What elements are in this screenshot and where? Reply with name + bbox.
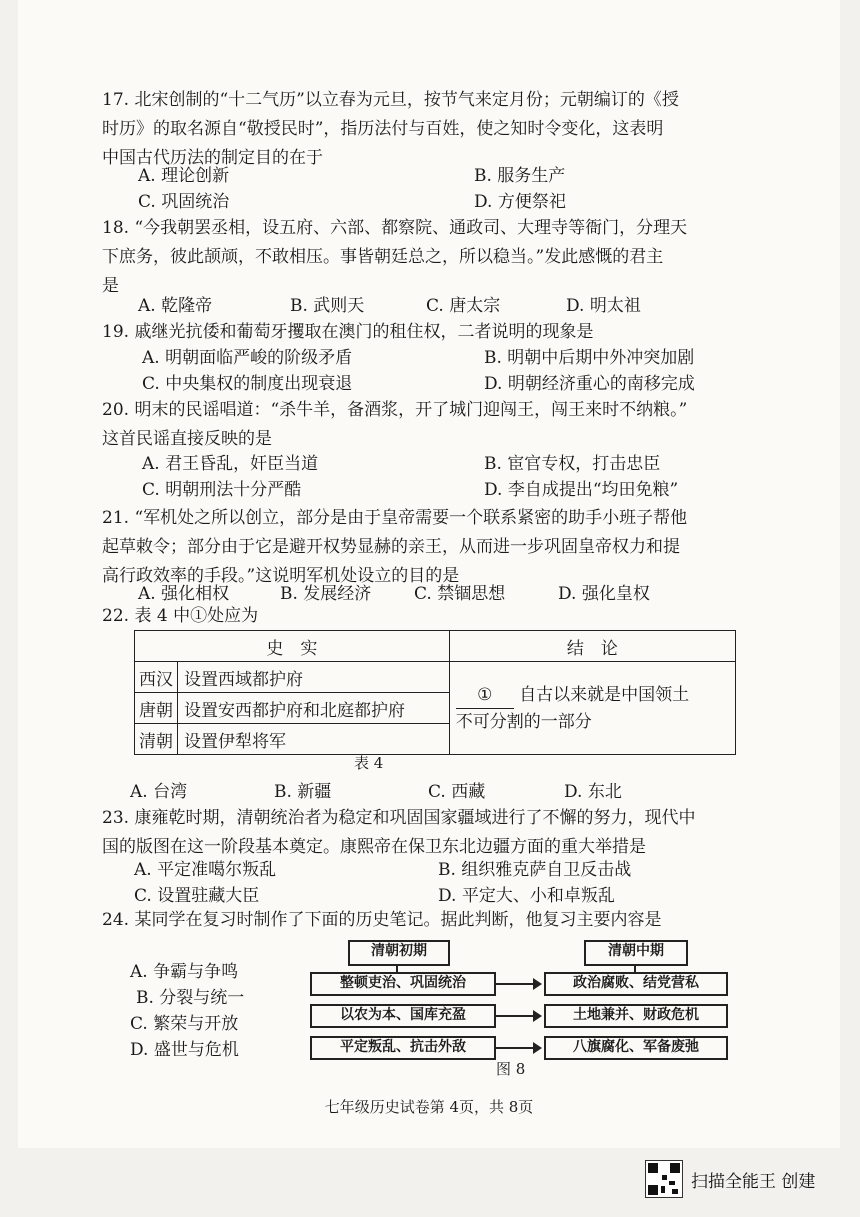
- q24-option-a: A. 争霸与争鸣: [130, 962, 239, 982]
- table-conclusion: [449, 662, 735, 755]
- left-item-box: 整顿吏治、巩固统治: [310, 972, 496, 996]
- q20-option-b: B. 宦官专权，打击忠臣: [484, 454, 661, 474]
- q22-line-1: 22. 表 4 中①处应为: [102, 606, 259, 626]
- q23-line-1: 23. 康雍乾时期，清朝统治者为稳定和巩固国家疆域进行了不懈的努力，现代中: [102, 808, 696, 828]
- q22-option-c: C. 西藏: [428, 782, 486, 802]
- table-caption: 表 4: [354, 754, 384, 772]
- right-item-box: 八旗腐化、军备废弛: [544, 1036, 728, 1060]
- question-17: [102, 86, 792, 173]
- table-header-conclusion: 结 论: [449, 631, 735, 662]
- q21-line-1: 21. “军机处之所以创立，部分是由于皇帝需要一个联系紧密的助手小班子帮他: [102, 508, 688, 528]
- right-item-box: 土地兼并、财政危机: [544, 1004, 728, 1028]
- left-item-box: 平定叛乱、抗击外敌: [310, 1036, 496, 1060]
- q17-option-a: A. 理论创新: [138, 166, 230, 186]
- q17-option-b: B. 服务生产: [474, 166, 566, 186]
- q24-option-d: D. 盛世与危机: [130, 1040, 239, 1060]
- q17-line-1: 17. 北宋创制的“十二气历”以立春为元旦，按节气来定月份；元朝编订的《授: [102, 90, 679, 110]
- q20-line-1: 20. 明末的民谣唱道：“杀牛羊，备酒浆，开了城门迎闯王，闯王来时不纳粮。”: [102, 400, 688, 420]
- left-title-box: 清朝初期: [348, 940, 450, 966]
- q19-line-1: 19. 戚继光抗倭和葡萄牙攫取在澳门的租住权，二者说明的现象是: [102, 322, 594, 342]
- figure-caption: 图 8: [496, 1060, 526, 1078]
- table-header-row: [135, 631, 736, 662]
- q18-line-1: 18. “今我朝罢丞相，设五府、六部、都察院、通政司、大理寺等衙门，分理天: [102, 218, 688, 238]
- table-era: 唐朝: [135, 693, 178, 724]
- left-item-box: 以农为本、国库充盈: [310, 1004, 496, 1028]
- q17-line-3: 中国古代历法的制定目的在于: [102, 148, 323, 168]
- question-24: [102, 906, 792, 935]
- q22-option-b: B. 新疆: [274, 782, 332, 802]
- q18-option-b: B. 武则天: [290, 296, 365, 316]
- q18-line-3: 是: [102, 276, 119, 296]
- q23-option-b: B. 组织雅克萨自卫反击战: [438, 860, 632, 880]
- table-row: [135, 662, 736, 693]
- q20-option-d: D. 李自成提出“均田免粮”: [484, 480, 679, 500]
- q18-option-a: A. 乾隆帝: [138, 296, 213, 316]
- question-18: [102, 214, 792, 301]
- conclusion-text-2: 不可分割的一部分: [455, 711, 592, 732]
- q21-option-d: D. 强化皇权: [558, 584, 650, 604]
- connector-line: [634, 964, 636, 972]
- watermark-text: 扫描全能王 创建: [691, 1171, 816, 1192]
- table-era: 清朝: [135, 724, 178, 755]
- connector-line: [396, 964, 398, 972]
- qr-code-icon: [645, 1160, 683, 1198]
- table-fact: 设置西域都护府: [178, 662, 450, 693]
- q20-option-c: C. 明朝刑法十分严酷: [142, 480, 302, 500]
- arrow-right-icon: [496, 1047, 540, 1049]
- question-23: [102, 804, 792, 862]
- right-title-box: 清朝中期: [584, 940, 688, 966]
- q22-option-d: D. 东北: [564, 782, 622, 802]
- q19-option-b: B. 明朝中后期中外冲突加剧: [484, 348, 695, 368]
- table-4: [134, 630, 736, 755]
- q24-line-1: 24. 某同学在复习时制作了下面的历史笔记。据此判断，他复习主要内容是: [102, 910, 662, 930]
- q21-line-2: 起草敕令；部分由于它是避开权势显赫的亲王，从而进一步巩固皇帝权力和提: [102, 537, 680, 557]
- q23-option-c: C. 设置驻藏大臣: [134, 886, 260, 906]
- conclusion-text-1: 自古以来就是中国领土: [519, 684, 690, 705]
- table-header-fact: 史 实: [135, 631, 450, 662]
- table-fact: 设置安西都护府和北庭都护府: [178, 693, 450, 724]
- q17-option-d: D. 方便祭祀: [474, 192, 566, 212]
- q19-option-d: D. 明朝经济重心的南移完成: [484, 374, 695, 394]
- q17-option-c: C. 巩固统治: [138, 192, 230, 212]
- q19-option-c: C. 中央集权的制度出现衰退: [142, 374, 353, 394]
- q23-option-d: D. 平定大、小和卓叛乱: [438, 886, 615, 906]
- answer-blank: ①: [456, 682, 514, 709]
- q18-line-2: 下庶务，彼此颉颃，不敢相压。事皆朝廷总之，所以稳当。”发此感慨的君主: [102, 247, 664, 267]
- q24-option-c: C. 繁荣与开放: [130, 1014, 239, 1034]
- arrow-right-icon: [496, 1015, 540, 1017]
- q21-option-a: A. 强化相权: [138, 584, 230, 604]
- q22-option-a: A. 台湾: [130, 782, 188, 802]
- right-item-box: 政治腐败、结党营私: [544, 972, 728, 996]
- arrow-right-icon: [496, 983, 540, 985]
- q20-option-a: A. 君王昏乱，奸臣当道: [142, 454, 319, 474]
- q23-option-a: A. 平定准噶尔叛乱: [134, 860, 277, 880]
- q24-option-b: B. 分裂与统一: [136, 988, 245, 1008]
- q17-line-2: 时历》的取名源自“敬授民时”，指历法付与百姓，使之知时令变化，这表明: [102, 119, 664, 139]
- q21-line-3: 高行政效率的手段。”这说明军机处设立的目的是: [102, 566, 460, 586]
- q18-option-c: C. 唐太宗: [426, 296, 501, 316]
- q23-line-2: 国的版图在这一阶段基本奠定。康熙帝在保卫东北边疆方面的重大举措是: [102, 837, 646, 857]
- q18-option-d: D. 明太祖: [566, 296, 641, 316]
- table-era: 西汉: [135, 662, 178, 693]
- scanner-watermark: [645, 1160, 815, 1198]
- exam-page: [18, 0, 840, 1148]
- question-22: [102, 602, 792, 631]
- page-footer: 七年级历史试卷第 4页，共 8页: [324, 1098, 534, 1116]
- q21-option-b: B. 发展经济: [280, 584, 372, 604]
- question-19: [102, 318, 792, 347]
- table-fact: 设置伊犁将军: [178, 724, 450, 755]
- q20-line-2: 这首民谣直接反映的是: [102, 429, 272, 449]
- question-20: [102, 396, 792, 454]
- q19-option-a: A. 明朝面临严峻的阶级矛盾: [142, 348, 353, 368]
- q21-option-c: C. 禁锢思想: [414, 584, 506, 604]
- question-21: [102, 504, 792, 591]
